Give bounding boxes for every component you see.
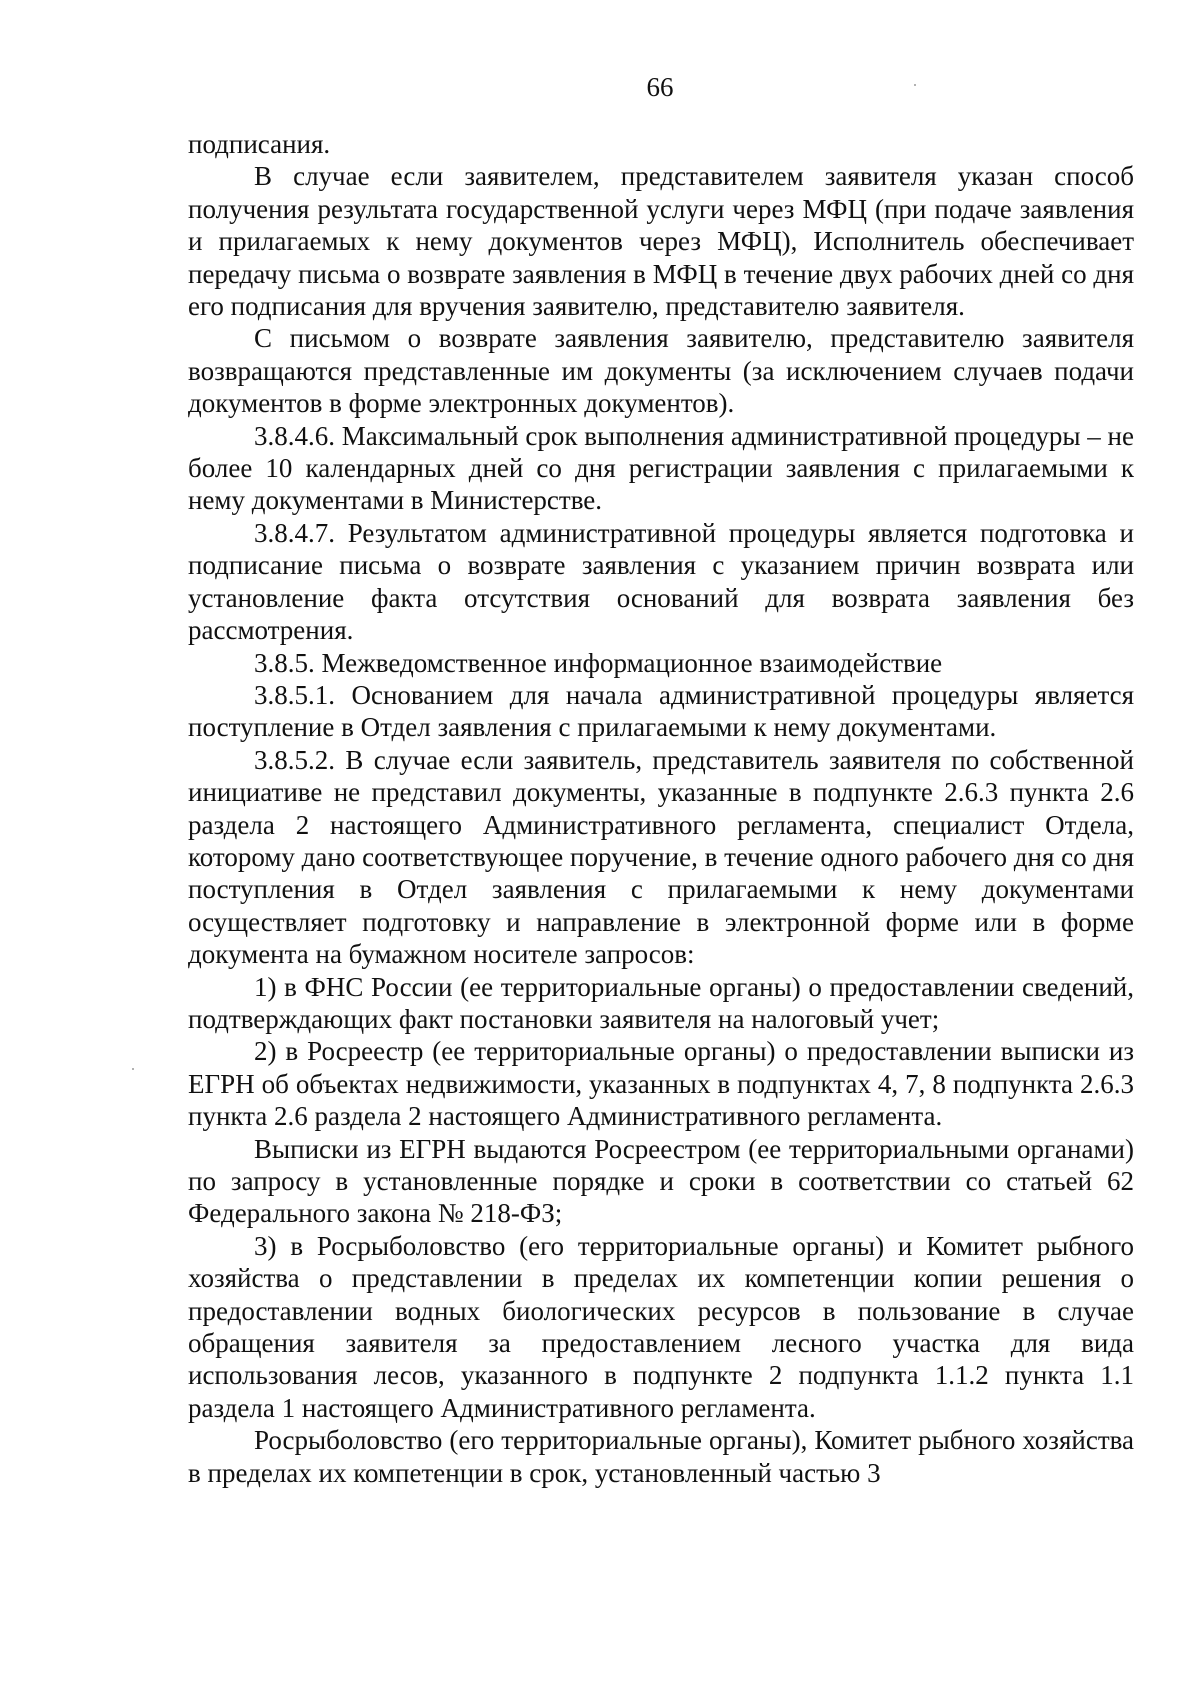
paragraph-3-8-5-1: 3.8.5.1. Основанием для начала административной процедуры является поступление в Отдел заявления с прилагаемыми к нему документами. [188, 679, 1134, 743]
list-item-2-rosreestr: 2) в Росреестр (ее территориальные органы) о предоставлении выписки из ЕГРН об объектах недвижимости, указанных в подпунктах 4, 7, 8 подпункта 2.6.3 пункта 2.6 раздела 2 настоящего Административного регламента. [188, 1036, 1134, 1132]
page-number: 66 [646, 72, 674, 102]
paragraph-3-8-5-2: 3.8.5.2. В случае если заявитель, представитель заявителя по собственной инициативе не представил документы, указанные в подпункте 2.6.3 пункта 2.6 раздела 2 настоящего Административного регламента, специалист Отдела, которому дано соответствующее поручение, в течение одного рабочего дня со дня поступления в Отдел заявления с прилагаемыми к нему документами осуществляет подготовку и направление в электронной форме или в форме документа на бумажном носителе запросов: [188, 744, 1134, 970]
paragraph-mfc-result: В случае если заявителем, представителем заявителя указан способ получения результата государственной услуги через МФЦ (при подаче заявления и прилагаемых к нему документов через МФЦ), Исполнитель обеспечивает передачу письма о возврате заявления в МФЦ в течение двух рабочих дней со дня его подписания для вручения заявителю, представителю заявителя. [188, 161, 1134, 322]
section-heading-3-8-5: 3.8.5. Межведомственное информационное взаимодействие [254, 647, 943, 678]
paragraph-3-8-4-6: 3.8.4.6. Максимальный срок выполнения административной процедуры – не более 10 календарных дней со дня регистрации заявления с прилагаемыми к нему документами в Министерстве. [188, 420, 1134, 516]
paragraph-rosrybolovstvo-term: Росрыболовство (его территориальные органы), Комитет рыбного хозяйства в пределах их компетенции в срок, установленный частью 3 [188, 1425, 1134, 1488]
list-item-3-rosrybolovstvo: 3) в Росрыболовство (его территориальные органы) и Комитет рыбного хозяйства о представлении в пределах их компетенции копии решения о предоставлении водных биологических ресурсов в пользование в случае обращения заявителя за предоставлением лесного участка для вида использования лесов, указанного в подпункте 2 подпункта 1.1.2 пункта 1.1 раздела 1 настоящего Административного регламента. [188, 1230, 1134, 1423]
document-body [188, 128, 1134, 1489]
scan-artifact-dot [914, 84, 916, 86]
list-item-1-fns: 1) в ФНС России (ее территориальные органы) о предоставлении сведений, подтверждающих факт постановки заявителя на налоговый учет; [188, 971, 1134, 1034]
paragraph-return-documents: С письмом о возврате заявления заявителю, представителю заявителя возвращаются представленные им документы (за исключением случаев подачи документов в форме электронных документов). [188, 323, 1134, 419]
paragraph-3-8-4-7: 3.8.4.7. Результатом административной процедуры является подготовка и подписание письма о возврате заявления с указанием причин возврата или установление факта отсутствия оснований для возврата заявления без рассмотрения. [188, 517, 1134, 646]
scan-artifact-dot [132, 1068, 134, 1070]
paragraph-continuation: подписания. [188, 129, 331, 159]
paragraph-egrn-extracts: Выписки из ЕГРН выдаются Росреестром (ее территориальными органами) по запросу в установленные порядке и сроки в соответствии со статьей 62 Федерального закона № 218-ФЗ; [188, 1133, 1134, 1229]
